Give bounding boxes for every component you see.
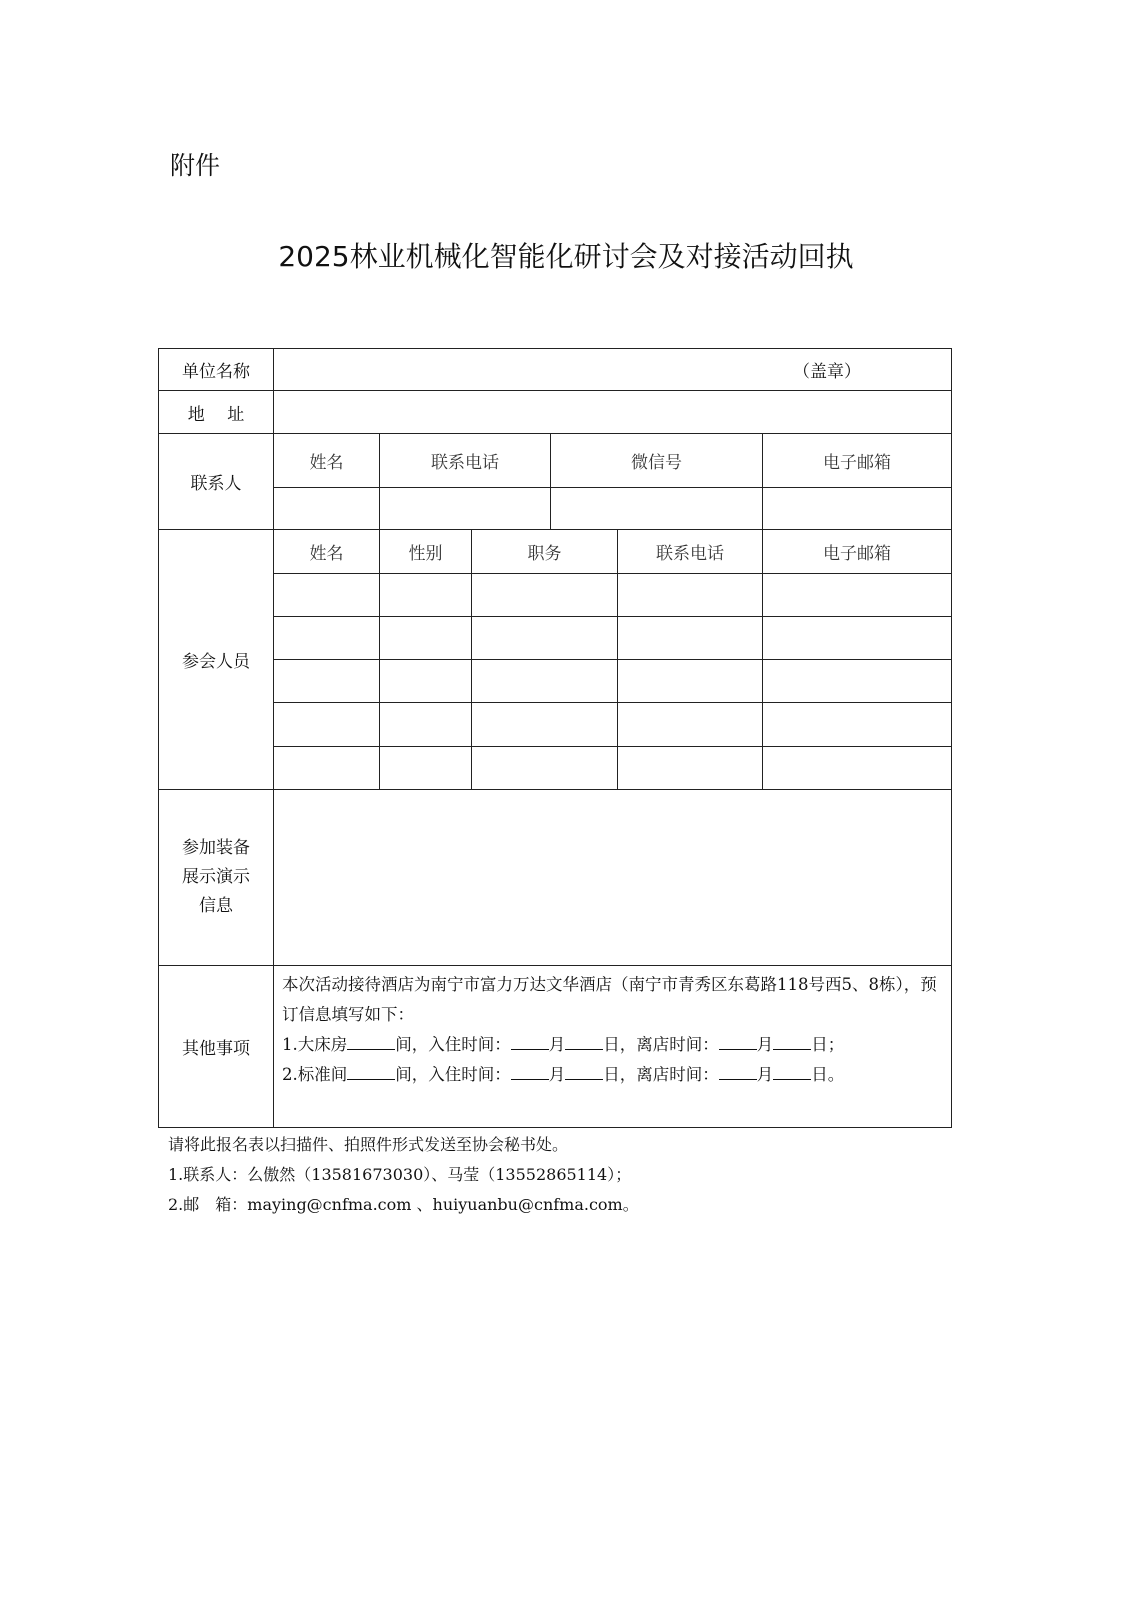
text: 日，离店时间： <box>603 1035 719 1054</box>
seal-note: （盖章） <box>793 362 861 382</box>
attendee-cell[interactable] <box>274 747 380 790</box>
room-count-field[interactable] <box>347 1061 395 1080</box>
attendee-cell[interactable] <box>618 617 763 660</box>
footer-contacts: 1.联系人：么傲然（13581673030）、马莹（13552865114）； <box>168 1165 632 1184</box>
attendee-row <box>159 574 952 617</box>
registration-form-table <box>158 348 952 1128</box>
text: 月 <box>756 1035 774 1054</box>
contact-header-name: 姓名 <box>274 434 380 488</box>
attendee-cell[interactable] <box>380 574 472 617</box>
attendee-cell[interactable] <box>618 660 763 703</box>
footer-emails: 2.邮 箱：maying@cnfma.com 、huiyuanbu@cnfma.com。 <box>168 1195 639 1214</box>
attendee-cell[interactable] <box>763 747 952 790</box>
room-count-field[interactable] <box>347 1031 395 1050</box>
attendee-row <box>159 617 952 660</box>
equipment-label-line: 参加装备 <box>182 838 250 858</box>
equipment-field[interactable] <box>274 790 952 966</box>
checkin-month-field[interactable] <box>511 1031 549 1050</box>
text: 间，入住时间： <box>395 1065 511 1084</box>
attendee-cell[interactable] <box>618 703 763 747</box>
attendee-header-position: 职务 <box>472 530 618 574</box>
unit-name-field[interactable] <box>274 349 952 391</box>
contact-header-email: 电子邮箱 <box>763 434 952 488</box>
checkout-month-field[interactable] <box>719 1031 757 1050</box>
attendee-cell[interactable] <box>274 617 380 660</box>
checkin-day-field[interactable] <box>565 1061 603 1080</box>
address-label: 地 址 <box>159 391 274 434</box>
room-type: 1.大床房 <box>282 1035 348 1054</box>
attendee-header-gender: 性别 <box>380 530 472 574</box>
attendee-header-email: 电子邮箱 <box>763 530 952 574</box>
attendee-row <box>159 660 952 703</box>
attendee-header-phone: 联系电话 <box>618 530 763 574</box>
contact-email-field[interactable] <box>763 488 952 530</box>
attendee-cell[interactable] <box>380 617 472 660</box>
checkout-month-field[interactable] <box>719 1061 757 1080</box>
attendee-cell[interactable] <box>763 617 952 660</box>
contact-wechat-field[interactable] <box>551 488 763 530</box>
attendee-row <box>159 747 952 790</box>
other-label: 其他事项 <box>159 966 274 1128</box>
attendee-cell[interactable] <box>274 574 380 617</box>
unit-name-label: 单位名称 <box>159 349 274 391</box>
equipment-label-line: 信息 <box>199 896 233 916</box>
attendee-cell[interactable] <box>472 703 618 747</box>
attendee-cell[interactable] <box>380 747 472 790</box>
attachment-label: 附件 <box>170 151 221 180</box>
equipment-label-line: 展示演示 <box>182 867 250 887</box>
room-line-1 <box>282 1030 943 1060</box>
address-field[interactable] <box>274 391 952 434</box>
text: 月 <box>756 1065 774 1084</box>
attendee-header-name: 姓名 <box>274 530 380 574</box>
room-type: 2.标准间 <box>282 1065 348 1084</box>
attendee-cell[interactable] <box>763 660 952 703</box>
contact-phone-field[interactable] <box>380 488 551 530</box>
attendee-cell[interactable] <box>618 574 763 617</box>
text: 日； <box>811 1035 845 1054</box>
room-line-2 <box>282 1060 943 1090</box>
page-title: 2025林业机械化智能化研讨会及对接活动回执 <box>278 240 854 273</box>
checkin-month-field[interactable] <box>511 1061 549 1080</box>
text: 月 <box>548 1035 566 1054</box>
attendee-cell[interactable] <box>274 660 380 703</box>
checkout-day-field[interactable] <box>773 1031 811 1050</box>
footer-instruction: 请将此报名表以扫描件、拍照件形式发送至协会秘书处。 <box>168 1135 569 1154</box>
equipment-label <box>159 790 274 966</box>
contact-header-wechat: 微信号 <box>551 434 763 488</box>
attendee-cell[interactable] <box>763 574 952 617</box>
attendee-cell[interactable] <box>380 660 472 703</box>
attendee-row <box>159 703 952 747</box>
attendee-cell[interactable] <box>380 703 472 747</box>
contact-name-field[interactable] <box>274 488 380 530</box>
hotel-info: 本次活动接待酒店为南宁市富力万达文华酒店（南宁市青秀区东葛路118号西5、8栋），预订信息填写如下： <box>282 975 937 1024</box>
text: 日，离店时间： <box>603 1065 719 1084</box>
contact-header-phone: 联系电话 <box>380 434 551 488</box>
attendee-cell[interactable] <box>763 703 952 747</box>
text: 间，入住时间： <box>395 1035 511 1054</box>
attendee-cell[interactable] <box>472 574 618 617</box>
checkin-day-field[interactable] <box>565 1031 603 1050</box>
text: 月 <box>548 1065 566 1084</box>
attendee-cell[interactable] <box>274 703 380 747</box>
other-notes <box>274 966 952 1128</box>
attendee-cell[interactable] <box>472 617 618 660</box>
text: 日。 <box>811 1065 845 1084</box>
attendee-cell[interactable] <box>472 747 618 790</box>
footer-notes <box>168 1130 639 1220</box>
attendee-cell[interactable] <box>618 747 763 790</box>
attendee-cell[interactable] <box>472 660 618 703</box>
attendees-label: 参会人员 <box>159 530 274 790</box>
checkout-day-field[interactable] <box>773 1061 811 1080</box>
contact-label: 联系人 <box>159 434 274 530</box>
